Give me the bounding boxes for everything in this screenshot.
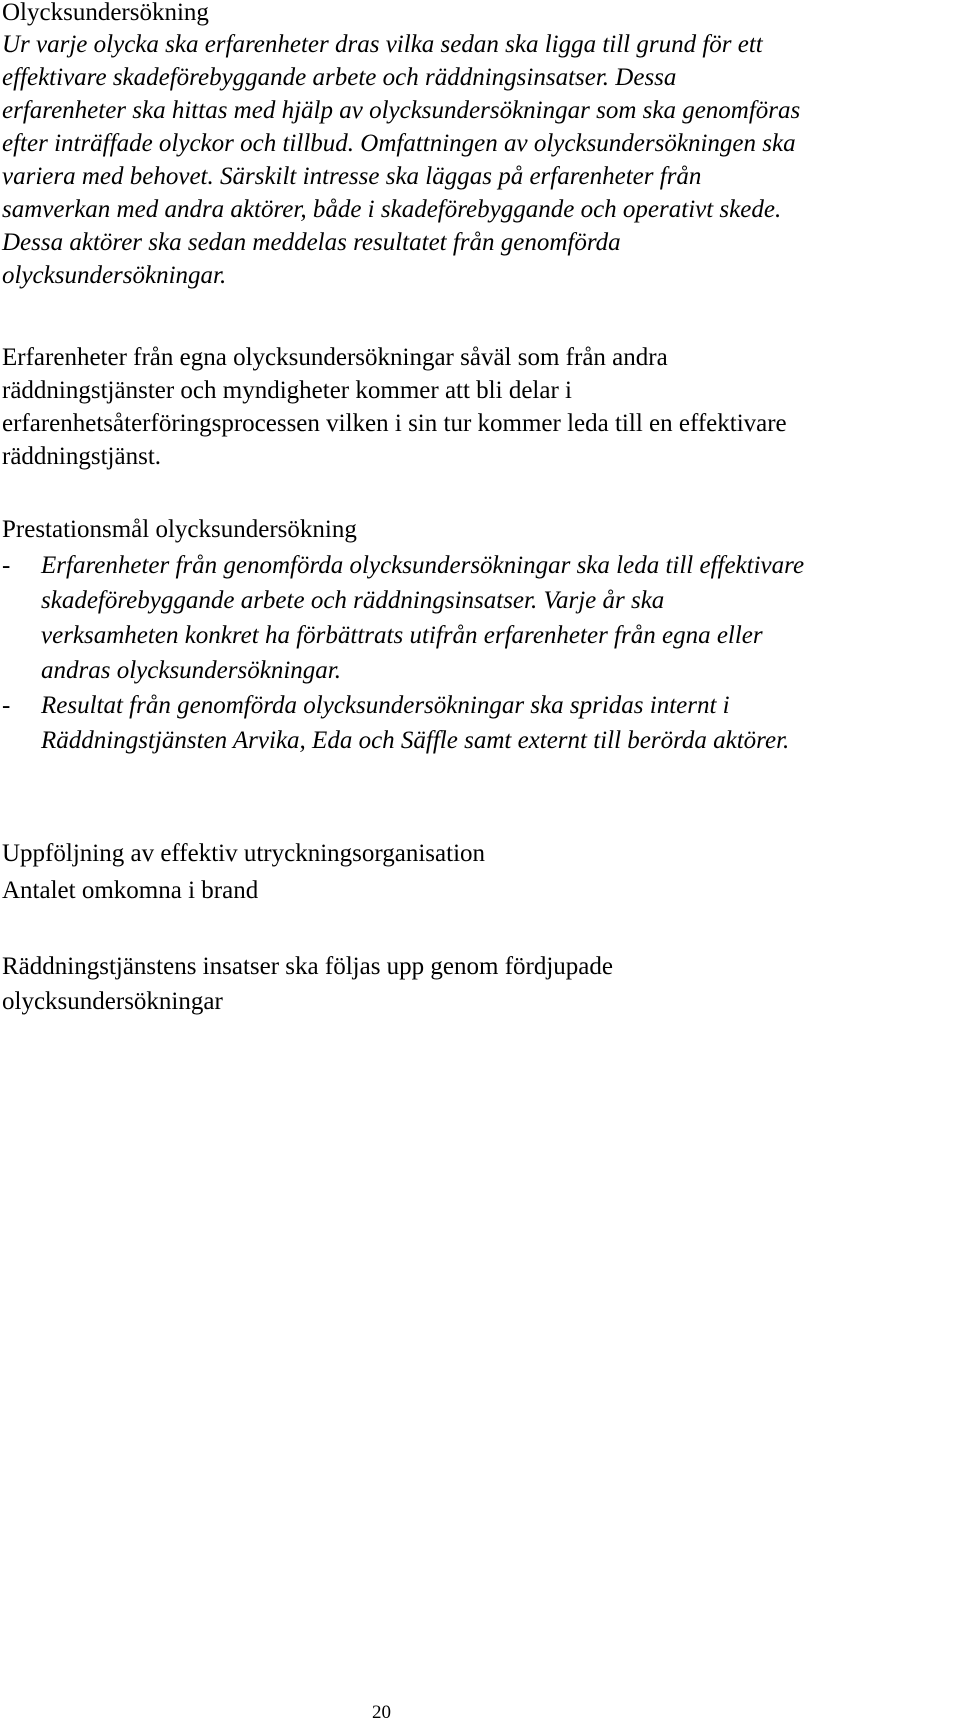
paragraph-line-2: räddningstjänster och myndigheter kommer att bli delar i (2, 377, 572, 404)
intro-line-8: olycksundersökningar. (2, 262, 227, 289)
heading-prestationsmal: Prestationsmål olycksundersökning (2, 516, 357, 543)
bullet-marker: - (2, 552, 11, 579)
paragraph-line-1: Erfarenheter från egna olycksundersökningar såväl som från andra (2, 344, 668, 371)
bullet-1-line-3: verksamheten konkret ha förbättrats utifrån erfarenheter från egna eller (41, 622, 763, 649)
intro-line-1: Ur varje olycka ska erfarenheter dras vilka sedan ska ligga till grund för ett (2, 31, 763, 58)
intro-line-4: efter inträffade olyckor och tillbud. Omfattningen av olycksundersökningen ska (2, 130, 796, 157)
bullet-2-line-1: Resultat från genomförda olycksundersökningar ska spridas internt i (41, 692, 730, 719)
bullet-1-line-4: andras olycksundersökningar. (41, 657, 341, 684)
subheading-antalet-omkomna: Antalet omkomna i brand (2, 877, 259, 904)
page-number: 20 (372, 1702, 391, 1723)
bullet-1-line-2: skadeförebyggande arbete och räddningsinsatser. Varje år ska (41, 587, 665, 614)
bullet-2-line-2: Räddningstjänsten Arvika, Eda och Säffle samt externt till berörda aktörer. (41, 727, 790, 754)
heading-olycksundersokning: Olycksundersökning (2, 0, 209, 26)
heading-uppfoljning: Uppföljning av effektiv utryckningsorganisation (2, 840, 486, 867)
bullet-1-line-1: Erfarenheter från genomförda olycksundersökningar ska leda till effektivare (41, 552, 805, 579)
followup-line-1: Räddningstjänstens insatser ska följas upp genom fördjupade (2, 953, 613, 980)
intro-line-2: effektivare skadeförebyggande arbete och räddningsinsatser. Dessa (2, 64, 677, 91)
intro-line-7: Dessa aktörer ska sedan meddelas resultatet från genomförda (2, 229, 621, 256)
paragraph-line-3: erfarenhetsåterföringsprocessen vilken i sin tur kommer leda till en effektivare (2, 410, 787, 437)
bullet-marker: - (2, 692, 11, 719)
followup-line-2: olycksundersökningar (2, 988, 223, 1015)
intro-line-6: samverkan med andra aktörer, både i skadeförebyggande och operativt skede. (2, 196, 782, 223)
paragraph-line-4: räddningstjänst. (2, 443, 162, 470)
intro-line-3: erfarenheter ska hittas med hjälp av olycksundersökningar som ska genomföras (2, 97, 801, 124)
intro-line-5: variera med behovet. Särskilt intresse ska läggas på erfarenheter från (2, 163, 702, 190)
